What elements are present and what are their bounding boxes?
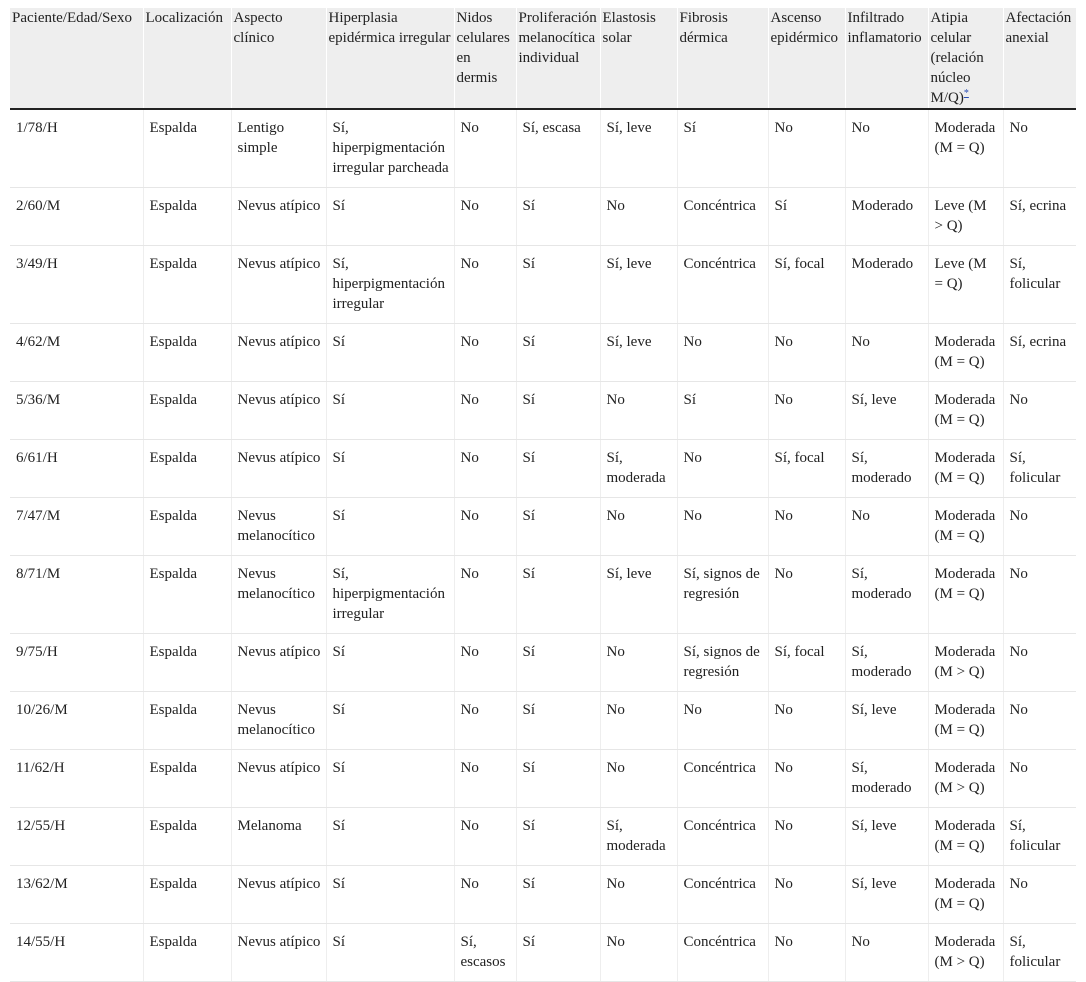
- cell-melanocytic-proliferation: Sí: [516, 324, 600, 382]
- cell-melanocytic-proliferation: Sí: [516, 498, 600, 556]
- cell-inflammatory-infiltrate: Sí, moderado: [845, 750, 928, 808]
- cell-adnexal-involvement: Sí, folicular: [1003, 924, 1076, 982]
- cell-solar-elastosis: No: [600, 866, 677, 924]
- cell-dermal-fibrosis: No: [677, 324, 768, 382]
- cell-patient: 8/71/M: [10, 556, 143, 634]
- cell-dermal-fibrosis: Concéntrica: [677, 866, 768, 924]
- cell-clinical-aspect: Nevus atípico: [231, 440, 326, 498]
- cell-cellular-atypia: Moderada (M > Q): [928, 924, 1003, 982]
- cell-epidermal-ascent: No: [768, 808, 845, 866]
- cell-cellular-atypia: Moderada (M = Q): [928, 556, 1003, 634]
- table-header: [10, 8, 1076, 109]
- cell-adnexal-involvement: Sí, folicular: [1003, 440, 1076, 498]
- cell-inflammatory-infiltrate: Sí, moderado: [845, 634, 928, 692]
- cell-dermal-nests: No: [454, 498, 516, 556]
- cell-dermal-fibrosis: Sí, signos de regresión: [677, 556, 768, 634]
- cell-melanocytic-proliferation: Sí: [516, 246, 600, 324]
- cell-adnexal-involvement: No: [1003, 634, 1076, 692]
- cell-solar-elastosis: Sí, leve: [600, 324, 677, 382]
- table-row: [10, 634, 1076, 692]
- cell-cellular-atypia: Moderada (M = Q): [928, 324, 1003, 382]
- cell-location: Espalda: [143, 556, 231, 634]
- cell-solar-elastosis: No: [600, 382, 677, 440]
- cell-epidermal-hyperplasia: Sí: [326, 324, 454, 382]
- cell-adnexal-involvement: No: [1003, 498, 1076, 556]
- cell-epidermal-ascent: Sí, focal: [768, 246, 845, 324]
- cell-dermal-nests: No: [454, 246, 516, 324]
- header-cellular-atypia-label: Atipia celular (relación núcleo M/Q): [930, 10, 984, 106]
- cell-solar-elastosis: No: [600, 924, 677, 982]
- cell-adnexal-involvement: No: [1003, 109, 1076, 188]
- footnote-link[interactable]: *: [963, 88, 969, 99]
- cell-epidermal-ascent: No: [768, 556, 845, 634]
- cell-adnexal-involvement: No: [1003, 866, 1076, 924]
- cell-clinical-aspect: Melanoma: [231, 808, 326, 866]
- cell-cellular-atypia: Moderada (M = Q): [928, 866, 1003, 924]
- cell-solar-elastosis: No: [600, 634, 677, 692]
- cell-dermal-nests: No: [454, 692, 516, 750]
- cell-epidermal-hyperplasia: Sí: [326, 440, 454, 498]
- cell-location: Espalda: [143, 808, 231, 866]
- cell-dermal-fibrosis: No: [677, 440, 768, 498]
- cell-dermal-fibrosis: Concéntrica: [677, 924, 768, 982]
- cell-epidermal-ascent: Sí, focal: [768, 634, 845, 692]
- cell-patient: 4/62/M: [10, 324, 143, 382]
- cell-location: Espalda: [143, 750, 231, 808]
- header-dermal-nests: Nidos celulares en dermis: [454, 8, 516, 109]
- cell-inflammatory-infiltrate: Moderado: [845, 246, 928, 324]
- header-clinical-aspect: Aspecto clínico: [231, 8, 326, 109]
- cell-clinical-aspect: Nevus atípico: [231, 634, 326, 692]
- cell-cellular-atypia: Moderada (M = Q): [928, 692, 1003, 750]
- cell-clinical-aspect: Nevus atípico: [231, 750, 326, 808]
- cell-clinical-aspect: Nevus melanocítico: [231, 498, 326, 556]
- cell-inflammatory-infiltrate: No: [845, 109, 928, 188]
- cell-dermal-fibrosis: Concéntrica: [677, 246, 768, 324]
- cell-cellular-atypia: Moderada (M = Q): [928, 498, 1003, 556]
- cell-dermal-nests: No: [454, 324, 516, 382]
- cell-epidermal-hyperplasia: Sí: [326, 382, 454, 440]
- cell-dermal-nests: No: [454, 109, 516, 188]
- cell-clinical-aspect: Nevus atípico: [231, 924, 326, 982]
- cell-solar-elastosis: Sí, leve: [600, 109, 677, 188]
- table-row: [10, 498, 1076, 556]
- cell-epidermal-ascent: Sí, focal: [768, 440, 845, 498]
- header-inflammatory-infiltrate: Infiltrado inflamatorio: [845, 8, 928, 109]
- cell-inflammatory-infiltrate: No: [845, 924, 928, 982]
- cell-adnexal-involvement: No: [1003, 556, 1076, 634]
- cell-inflammatory-infiltrate: Moderado: [845, 188, 928, 246]
- cell-cellular-atypia: Moderada (M > Q): [928, 750, 1003, 808]
- cell-dermal-fibrosis: No: [677, 692, 768, 750]
- cell-patient: 6/61/H: [10, 440, 143, 498]
- cell-adnexal-involvement: No: [1003, 692, 1076, 750]
- header-location: Localización: [143, 8, 231, 109]
- header-solar-elastosis: Elastosis solar: [600, 8, 677, 109]
- cell-dermal-nests: No: [454, 188, 516, 246]
- cell-solar-elastosis: No: [600, 188, 677, 246]
- cell-dermal-nests: No: [454, 808, 516, 866]
- cell-epidermal-ascent: No: [768, 866, 845, 924]
- table-row: [10, 692, 1076, 750]
- cell-clinical-aspect: Lentigo simple: [231, 109, 326, 188]
- table-row: [10, 556, 1076, 634]
- cell-melanocytic-proliferation: Sí: [516, 382, 600, 440]
- cell-adnexal-involvement: Sí, ecrina: [1003, 324, 1076, 382]
- table-body: [10, 109, 1076, 982]
- cell-solar-elastosis: No: [600, 692, 677, 750]
- cell-dermal-fibrosis: Sí, signos de regresión: [677, 634, 768, 692]
- cell-cellular-atypia: Moderada (M = Q): [928, 109, 1003, 188]
- header-epidermal-ascent: Ascenso epidérmico: [768, 8, 845, 109]
- cell-epidermal-ascent: No: [768, 109, 845, 188]
- cell-cellular-atypia: Moderada (M = Q): [928, 440, 1003, 498]
- cell-epidermal-ascent: No: [768, 750, 845, 808]
- table-row: [10, 866, 1076, 924]
- cell-patient: 5/36/M: [10, 382, 143, 440]
- cell-location: Espalda: [143, 188, 231, 246]
- cell-melanocytic-proliferation: Sí: [516, 440, 600, 498]
- cell-melanocytic-proliferation: Sí: [516, 634, 600, 692]
- cell-melanocytic-proliferation: Sí: [516, 556, 600, 634]
- cell-cellular-atypia: Leve (M = Q): [928, 246, 1003, 324]
- cell-solar-elastosis: Sí, leve: [600, 246, 677, 324]
- cell-epidermal-ascent: Sí: [768, 188, 845, 246]
- table-row: [10, 324, 1076, 382]
- table-row: [10, 808, 1076, 866]
- cell-clinical-aspect: Nevus atípico: [231, 188, 326, 246]
- cell-patient: 9/75/H: [10, 634, 143, 692]
- cell-solar-elastosis: No: [600, 750, 677, 808]
- cell-epidermal-hyperplasia: Sí, hiperpigmentación irregular parcheada: [326, 109, 454, 188]
- cell-patient: 14/55/H: [10, 924, 143, 982]
- cell-epidermal-hyperplasia: Sí: [326, 692, 454, 750]
- cell-patient: 13/62/M: [10, 866, 143, 924]
- cell-melanocytic-proliferation: Sí: [516, 924, 600, 982]
- cell-dermal-nests: No: [454, 750, 516, 808]
- cell-cellular-atypia: Moderada (M > Q): [928, 634, 1003, 692]
- cell-melanocytic-proliferation: Sí: [516, 692, 600, 750]
- cell-dermal-fibrosis: Concéntrica: [677, 808, 768, 866]
- cell-inflammatory-infiltrate: Sí, leve: [845, 382, 928, 440]
- cell-dermal-fibrosis: Sí: [677, 109, 768, 188]
- cell-inflammatory-infiltrate: No: [845, 498, 928, 556]
- cell-dermal-fibrosis: Concéntrica: [677, 188, 768, 246]
- cell-inflammatory-infiltrate: Sí, leve: [845, 866, 928, 924]
- cell-location: Espalda: [143, 692, 231, 750]
- cell-inflammatory-infiltrate: Sí, moderado: [845, 440, 928, 498]
- header-melanocytic-proliferation: Proliferación melanocítica individual: [516, 8, 600, 109]
- histology-table: [10, 8, 1076, 982]
- cell-epidermal-hyperplasia: Sí: [326, 750, 454, 808]
- cell-location: Espalda: [143, 246, 231, 324]
- cell-clinical-aspect: Nevus atípico: [231, 246, 326, 324]
- cell-dermal-nests: No: [454, 382, 516, 440]
- cell-cellular-atypia: Moderada (M = Q): [928, 808, 1003, 866]
- cell-melanocytic-proliferation: Sí: [516, 750, 600, 808]
- cell-location: Espalda: [143, 924, 231, 982]
- cell-patient: 7/47/M: [10, 498, 143, 556]
- cell-patient: 1/78/H: [10, 109, 143, 188]
- cell-dermal-fibrosis: Concéntrica: [677, 750, 768, 808]
- cell-patient: 2/60/M: [10, 188, 143, 246]
- table-container: [10, 8, 1076, 982]
- cell-adnexal-involvement: Sí, folicular: [1003, 808, 1076, 866]
- cell-epidermal-ascent: No: [768, 692, 845, 750]
- cell-epidermal-hyperplasia: Sí: [326, 188, 454, 246]
- header-adnexal-involvement: Afectación anexial: [1003, 8, 1076, 109]
- table-row: [10, 440, 1076, 498]
- cell-patient: 11/62/H: [10, 750, 143, 808]
- cell-epidermal-ascent: No: [768, 382, 845, 440]
- cell-adnexal-involvement: No: [1003, 750, 1076, 808]
- table-row: [10, 109, 1076, 188]
- header-patient: Paciente/Edad/Sexo: [10, 8, 143, 109]
- cell-clinical-aspect: Nevus atípico: [231, 382, 326, 440]
- cell-patient: 10/26/M: [10, 692, 143, 750]
- cell-epidermal-ascent: No: [768, 324, 845, 382]
- cell-inflammatory-infiltrate: Sí, moderado: [845, 556, 928, 634]
- cell-dermal-nests: No: [454, 440, 516, 498]
- cell-melanocytic-proliferation: Sí: [516, 866, 600, 924]
- header-row: [10, 8, 1076, 109]
- cell-clinical-aspect: Nevus melanocítico: [231, 692, 326, 750]
- header-cellular-atypia: [928, 8, 1003, 109]
- cell-solar-elastosis: Sí, leve: [600, 556, 677, 634]
- cell-dermal-nests: No: [454, 866, 516, 924]
- cell-epidermal-ascent: No: [768, 498, 845, 556]
- cell-clinical-aspect: Nevus atípico: [231, 866, 326, 924]
- cell-location: Espalda: [143, 634, 231, 692]
- cell-adnexal-involvement: Sí, folicular: [1003, 246, 1076, 324]
- cell-dermal-nests: No: [454, 556, 516, 634]
- cell-epidermal-hyperplasia: Sí: [326, 924, 454, 982]
- cell-adnexal-involvement: Sí, ecrina: [1003, 188, 1076, 246]
- cell-inflammatory-infiltrate: No: [845, 324, 928, 382]
- cell-epidermal-hyperplasia: Sí: [326, 634, 454, 692]
- cell-cellular-atypia: Moderada (M = Q): [928, 382, 1003, 440]
- cell-patient: 12/55/H: [10, 808, 143, 866]
- cell-inflammatory-infiltrate: Sí, leve: [845, 692, 928, 750]
- cell-clinical-aspect: Nevus melanocítico: [231, 556, 326, 634]
- cell-dermal-nests: No: [454, 634, 516, 692]
- header-epidermal-hyperplasia: Hiperplasia epidérmica irregular: [326, 8, 454, 109]
- cell-solar-elastosis: No: [600, 498, 677, 556]
- cell-melanocytic-proliferation: Sí: [516, 188, 600, 246]
- cell-location: Espalda: [143, 109, 231, 188]
- cell-patient: 3/49/H: [10, 246, 143, 324]
- cell-location: Espalda: [143, 866, 231, 924]
- cell-location: Espalda: [143, 382, 231, 440]
- cell-location: Espalda: [143, 324, 231, 382]
- cell-epidermal-hyperplasia: Sí, hiperpigmentación irregular: [326, 556, 454, 634]
- cell-solar-elastosis: Sí, moderada: [600, 440, 677, 498]
- table-row: [10, 924, 1076, 982]
- cell-adnexal-involvement: No: [1003, 382, 1076, 440]
- cell-epidermal-ascent: No: [768, 924, 845, 982]
- cell-solar-elastosis: Sí, moderada: [600, 808, 677, 866]
- cell-location: Espalda: [143, 440, 231, 498]
- cell-epidermal-hyperplasia: Sí: [326, 808, 454, 866]
- cell-epidermal-hyperplasia: Sí, hiperpigmentación irregular: [326, 246, 454, 324]
- cell-cellular-atypia: Leve (M > Q): [928, 188, 1003, 246]
- table-row: [10, 382, 1076, 440]
- cell-clinical-aspect: Nevus atípico: [231, 324, 326, 382]
- cell-melanocytic-proliferation: Sí, escasa: [516, 109, 600, 188]
- cell-location: Espalda: [143, 498, 231, 556]
- table-row: [10, 188, 1076, 246]
- cell-melanocytic-proliferation: Sí: [516, 808, 600, 866]
- cell-epidermal-hyperplasia: Sí: [326, 866, 454, 924]
- table-row: [10, 246, 1076, 324]
- cell-inflammatory-infiltrate: Sí, leve: [845, 808, 928, 866]
- cell-dermal-fibrosis: No: [677, 498, 768, 556]
- table-row: [10, 750, 1076, 808]
- cell-epidermal-hyperplasia: Sí: [326, 498, 454, 556]
- header-dermal-fibrosis: Fibrosis dérmica: [677, 8, 768, 109]
- cell-dermal-fibrosis: Sí: [677, 382, 768, 440]
- cell-dermal-nests: Sí, escasos: [454, 924, 516, 982]
